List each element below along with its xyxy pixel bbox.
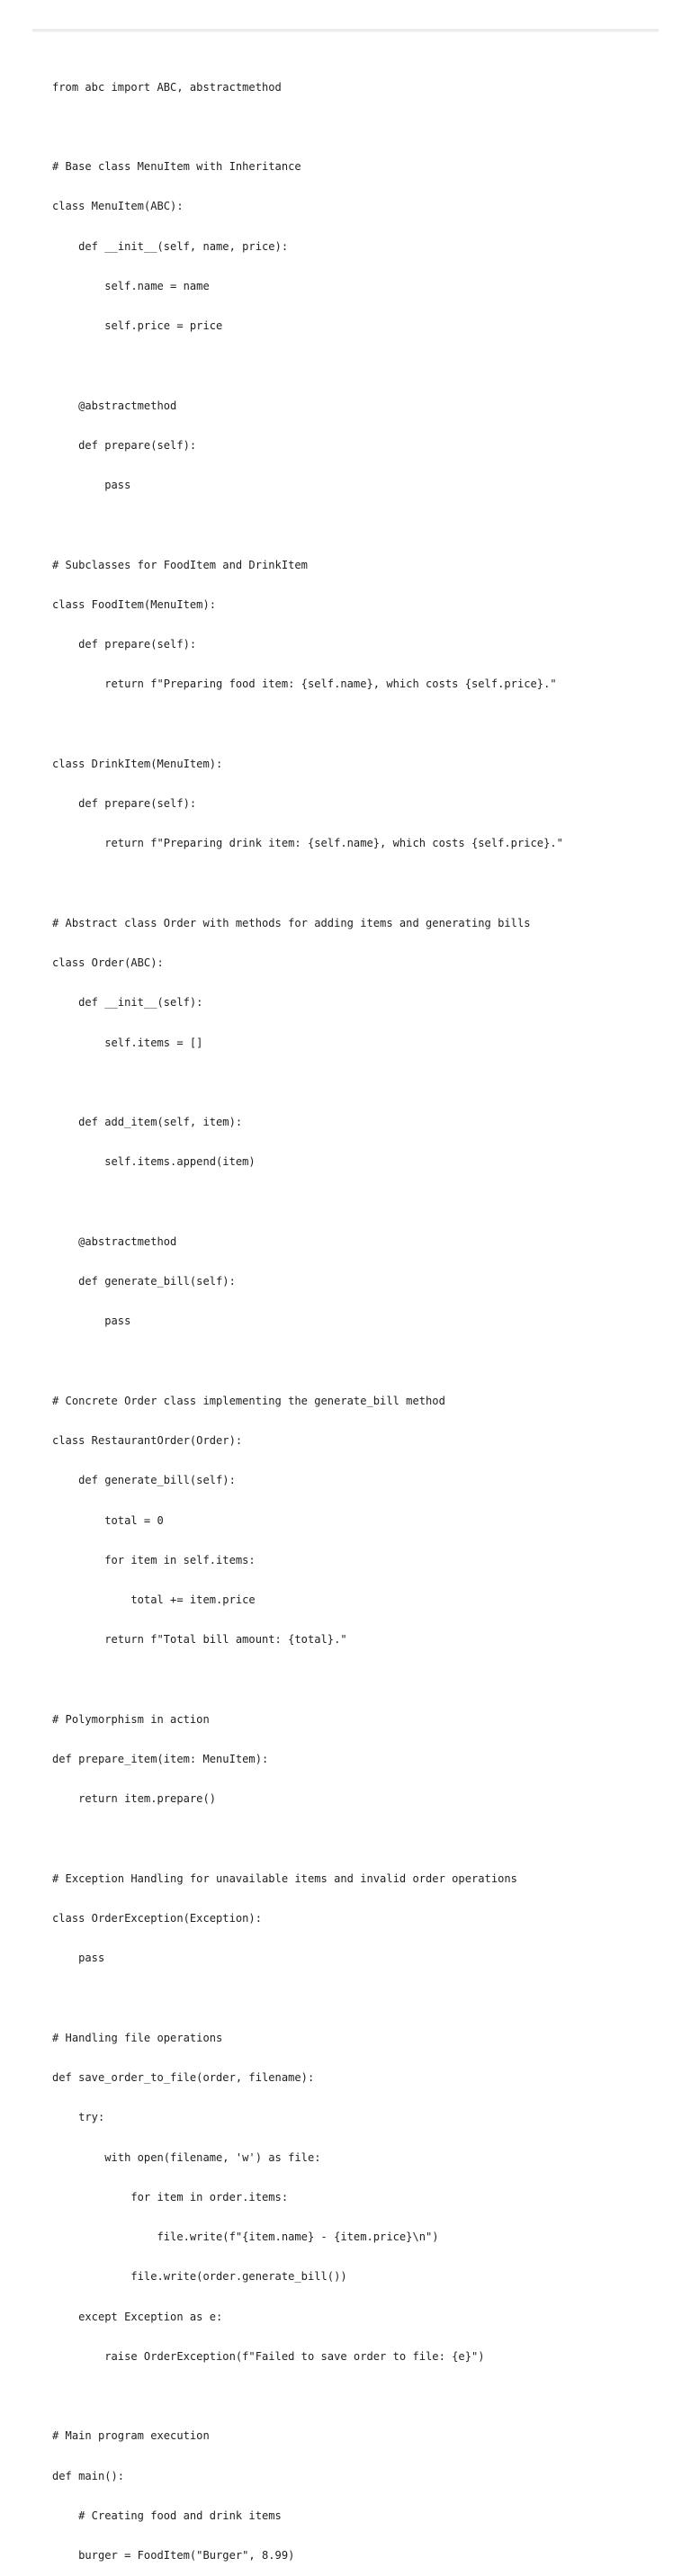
code-line (52, 1833, 563, 1846)
code-line: self.name = name (52, 279, 210, 292)
code-line: def prepare(self): (52, 638, 197, 651)
code-line (52, 359, 563, 372)
top-divider (32, 29, 659, 31)
code-line: # Concrete Order class implementing the generate_bill method (52, 1394, 445, 1407)
code-line (52, 518, 563, 532)
code-line: # Exception Handling for unavailable items and invalid order operations (52, 1871, 517, 1885)
code-line: total = 0 (52, 1513, 164, 1527)
code-line: @abstractmethod (52, 1234, 177, 1248)
code-line (52, 1674, 563, 1687)
code-line: return f"Preparing drink item: {self.name}, which costs {self.price}." (52, 837, 563, 850)
code-line: def generate_bill(self): (52, 1474, 236, 1487)
code-line: self.items = [] (52, 1036, 203, 1049)
code-line: self.price = price (52, 319, 223, 332)
code-block (52, 54, 563, 2576)
code-line: def generate_bill(self): (52, 1275, 236, 1288)
code-line: # Main program execution (52, 2429, 210, 2443)
code-line: total += item.price (52, 1593, 256, 1606)
code-line: def prepare_item(item: MenuItem): (52, 1753, 269, 1765)
code-line: @abstractmethod (52, 399, 177, 412)
code-line: class Order(ABC): (52, 956, 164, 969)
code-line: # Handling file operations (52, 2031, 223, 2044)
code-line (52, 1355, 563, 1369)
code-line (52, 877, 563, 891)
code-line: def prepare(self): (52, 438, 197, 452)
code-line: return item.prepare() (52, 1792, 217, 1806)
code-line: return f"Preparing food item: {self.name}, which costs {self.price}." (52, 678, 557, 691)
code-line: for item in self.items: (52, 1553, 256, 1566)
code-line: with open(filename, 'w') as file: (52, 2150, 321, 2164)
code-line: # Abstract class Order with methods for adding items and generating bills (52, 916, 531, 929)
code-line: class FoodItem(MenuItem): (52, 597, 217, 611)
code-line (52, 718, 563, 732)
code-line: def prepare(self): (52, 797, 197, 810)
code-line: class MenuItem(ABC): (52, 200, 184, 213)
code-line: pass (52, 1315, 131, 1328)
code-line: # Creating food and drink items (52, 2509, 282, 2522)
code-line: file.write(f"{item.name} - {item.price}\n") (52, 2230, 439, 2243)
code-line: burger = FoodItem("Burger", 8.99) (52, 2549, 295, 2562)
code-line: # Base class MenuItem with Inheritance (52, 160, 301, 173)
code-line: class DrinkItem(MenuItem): (52, 757, 223, 770)
code-line: pass (52, 479, 131, 491)
code-line: except Exception as e: (52, 2310, 223, 2323)
code-line: def save_order_to_file(order, filename): (52, 2071, 315, 2084)
code-line: from abc import ABC, abstractmethod (52, 80, 282, 94)
code-line: def __init__(self): (52, 996, 203, 1010)
code-line: return f"Total bill amount: {total}." (52, 1633, 347, 1647)
code-line: def add_item(self, item): (52, 1116, 243, 1128)
code-line: def __init__(self, name, price): (52, 239, 289, 253)
code-line: class RestaurantOrder(Order): (52, 1434, 243, 1447)
code-line: self.items.append(item) (52, 1155, 256, 1169)
code-line: class OrderException(Exception): (52, 1912, 262, 1925)
code-line: # Polymorphism in action (52, 1712, 210, 1726)
code-line: pass (52, 1952, 105, 1965)
code-line: for item in order.items: (52, 2190, 289, 2204)
code-line: # Subclasses for FoodItem and DrinkItem (52, 558, 308, 571)
code-line (52, 1076, 563, 1090)
code-line (52, 2390, 563, 2403)
code-line: try: (52, 2111, 105, 2124)
code-line (52, 1992, 563, 2006)
code-line: file.write(order.generate_bill()) (52, 2270, 347, 2284)
code-line (52, 1196, 563, 1209)
code-line: def main(): (52, 2469, 125, 2482)
code-line: raise OrderException(f"Failed to save order to file: {e}") (52, 2349, 485, 2363)
code-line (52, 121, 563, 134)
